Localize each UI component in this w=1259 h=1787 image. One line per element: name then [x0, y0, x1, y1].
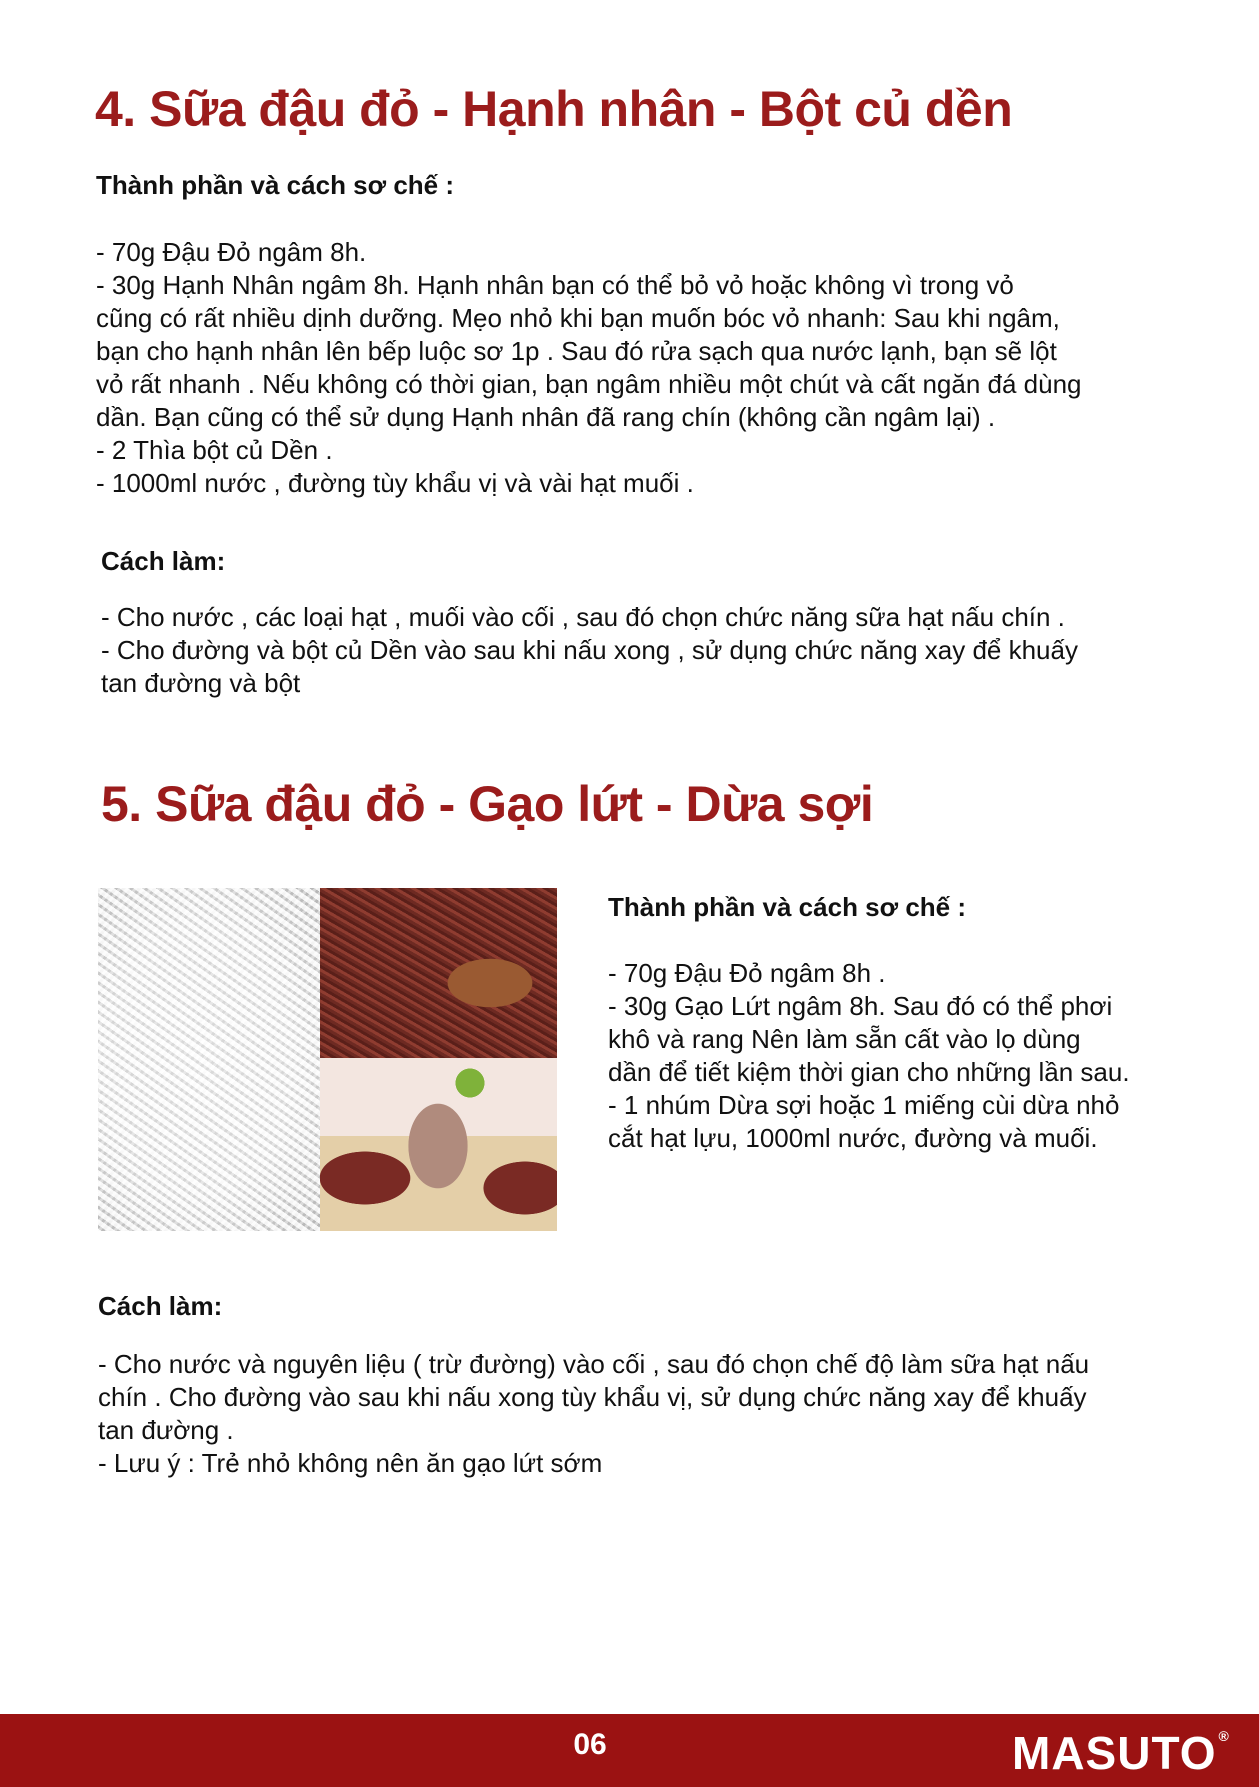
ingredient-line: - 2 Thìa bột củ Dền . [96, 435, 333, 465]
method-line: - Lưu ý : Trẻ nhỏ không nên ăn gạo lứt sớm [98, 1448, 603, 1478]
shredded-coconut-photo [98, 888, 320, 1231]
ingredient-line: cũng có rất nhiều dịnh dưỡng. Mẹo nhỏ khi bạn muốn bóc vỏ nhanh: Sau khi ngâm, [96, 303, 1060, 333]
brown-rice-photo [320, 888, 557, 1058]
ingredient-line: cắt hạt lựu, 1000ml nước, đường và muối. [608, 1123, 1098, 1153]
ingredient-line: - 30g Hạnh Nhân ngâm 8h. Hạnh nhân bạn có thể bỏ vỏ hoặc không vì trong vỏ [96, 270, 1014, 300]
ingredient-line: bạn cho hạnh nhân lên bếp luộc sơ 1p . Sau đó rửa sạch qua nước lạnh, bạn sẽ lột [96, 336, 1057, 366]
method-line: - Cho nước và nguyên liệu ( trừ đường) vào cối , sau đó chọn chế độ làm sữa hạt nấu [98, 1349, 1090, 1379]
section-5-method-heading: Cách làm: [98, 1291, 223, 1321]
ingredient-line: dần để tiết kiệm thời gian cho những lần sau. [608, 1057, 1130, 1087]
brand-name: MASUTO [1012, 1727, 1217, 1779]
method-line: tan đường . [98, 1415, 234, 1445]
method-line: - Cho đường và bột củ Dền vào sau khi nấu xong , sử dụng chức năng xay để khuấy [101, 635, 1078, 665]
red-bean-milk-photo [320, 1058, 557, 1231]
ingredient-line: dần. Bạn cũng có thể sử dụng Hạnh nhân đã rang chín (không cần ngâm lại) . [96, 402, 996, 432]
page-number: 06 [573, 1728, 607, 1761]
page-footer [0, 1714, 1259, 1787]
section-5-ingredients [608, 957, 1130, 1155]
ingredient-line: - 1 nhúm Dừa sợi hoặc 1 miếng cùi dừa nhỏ [608, 1090, 1120, 1120]
section-4-method-heading: Cách làm: [101, 546, 226, 576]
section-4-title: 4. Sữa đậu đỏ - Hạnh nhân - Bột củ dền [95, 81, 1013, 137]
method-line: tan đường và bột [101, 668, 301, 698]
ingredient-line: - 70g Đậu Đỏ ngâm 8h. [96, 237, 367, 267]
method-line: chín . Cho đường vào sau khi nấu xong tùy khẩu vị, sử dụng chức năng xay để khuấy [98, 1382, 1087, 1412]
ingredient-line: - 70g Đậu Đỏ ngâm 8h . [608, 958, 886, 988]
section-4-method [101, 601, 1078, 700]
section-5-photo-collage [98, 888, 557, 1231]
section-5-title: 5. Sữa đậu đỏ - Gạo lứt - Dừa sợi [101, 776, 874, 832]
registered-mark: ® [1218, 1728, 1230, 1744]
section-5-method [98, 1348, 1089, 1480]
ingredient-line: - 30g Gạo Lứt ngâm 8h. Sau đó có thể phơi [608, 991, 1113, 1021]
section-5-ingredients-heading: Thành phần và cách sơ chế : [608, 892, 967, 922]
ingredient-line: - 1000ml nước , đường tùy khẩu vị và vài hạt muối . [96, 468, 694, 498]
brand-logo [1012, 1726, 1230, 1779]
ingredient-line: khô và rang Nên làm sẵn cất vào lọ dùng [608, 1024, 1081, 1054]
section-4-ingredients [96, 236, 1082, 500]
method-line: - Cho nước , các loại hạt , muối vào cối , sau đó chọn chức năng sữa hạt nấu chín . [101, 602, 1065, 632]
ingredient-line: vỏ rất nhanh . Nếu không có thời gian, bạn ngâm nhiều một chút và cất ngăn đá dùng [96, 369, 1082, 399]
section-4-ingredients-heading: Thành phần và cách sơ chế : [96, 170, 455, 200]
